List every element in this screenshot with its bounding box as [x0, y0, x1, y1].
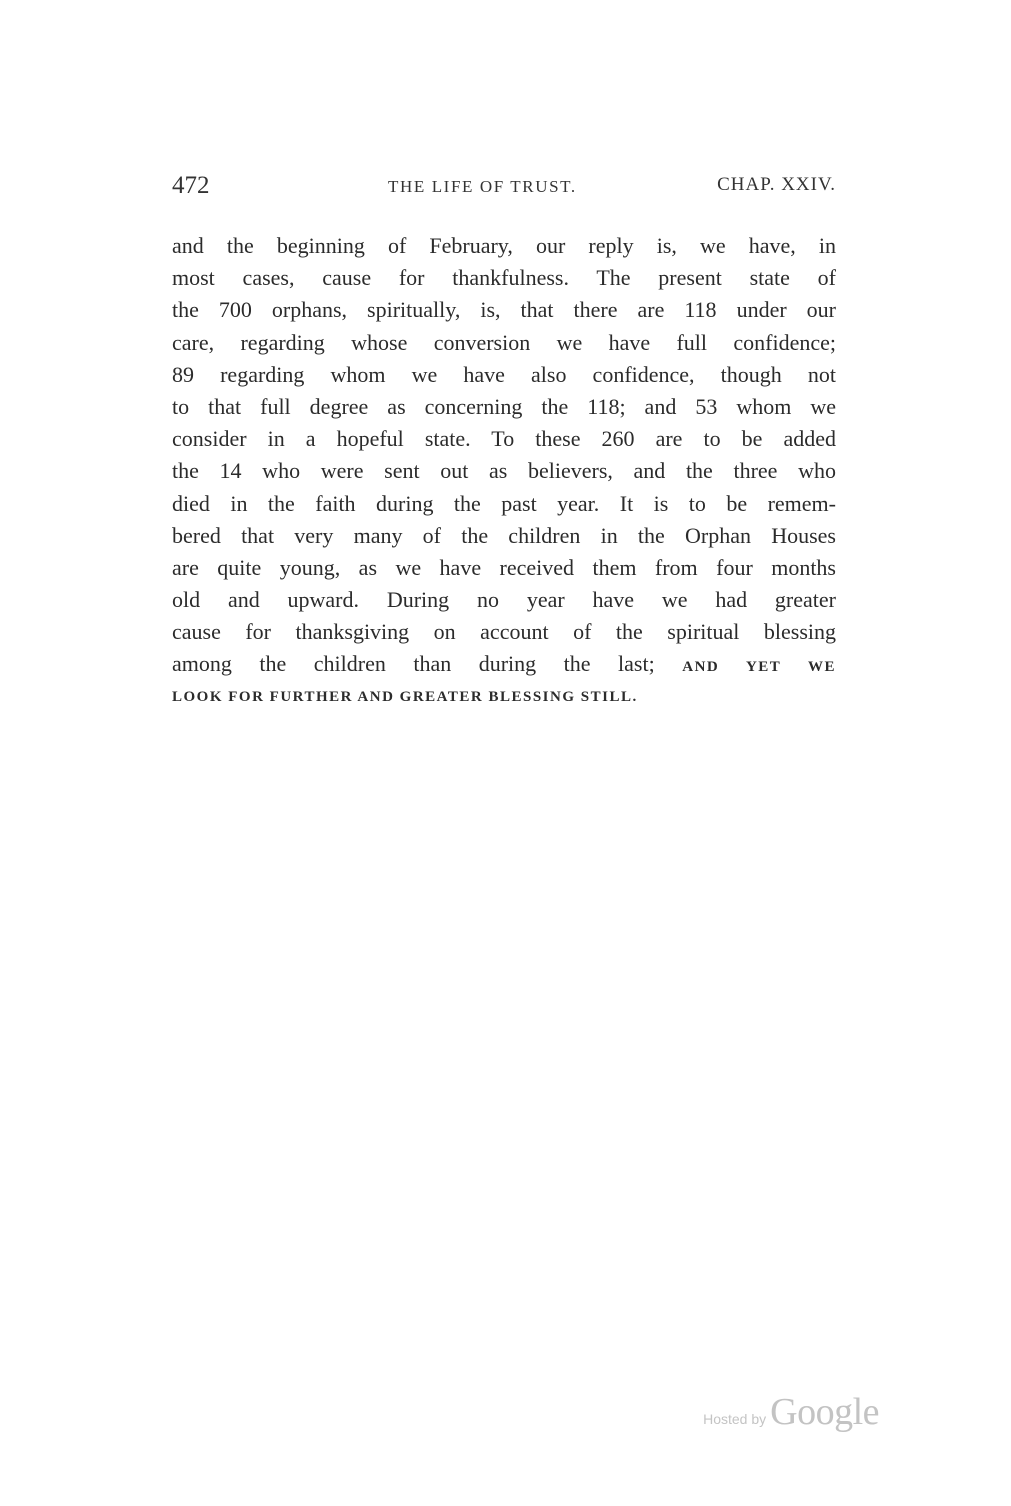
text-line: are quite young, as we have received them from four months [172, 554, 836, 580]
text-line: the 700 orphans, spiritually, is, that there are 118 under our [172, 297, 836, 323]
google-watermark [703, 1390, 879, 1434]
text-line: and the beginning of February, our reply is, we have, in [172, 233, 836, 258]
emphasis-text: AND YET WE [682, 659, 837, 676]
running-title: THE LIFE OF TRUST. [388, 177, 577, 196]
text-line: to that full degree as concerning the 118; and 53 whom we [172, 393, 836, 419]
body-text [172, 230, 836, 713]
page-number: 472 [172, 172, 210, 199]
text-line: bered that very many of the children in the Orphan Houses [172, 522, 836, 548]
chapter-label: CHAP. XXIV. [717, 174, 836, 195]
text-line: the 14 who were sent out as believers, and the three who [172, 458, 836, 484]
text-line: died in the faith during the past year. It is to be remem- [172, 490, 836, 516]
text-line: care, regarding whose conversion we have full confidence; [172, 329, 836, 355]
text-line: cause for thanksgiving on account of the spiritual blessing [172, 619, 836, 645]
closing-emphasis-line: LOOK FOR FURTHER AND GREATER BLESSING STILL. [172, 688, 638, 705]
text-line: 89 regarding whom we have also confidence, though not [172, 361, 836, 387]
google-logo: Google [770, 1391, 879, 1433]
text-line: old and upward. During no year have we had greater [172, 587, 836, 613]
hosted-by-text: Hosted by [703, 1411, 767, 1427]
running-header [172, 172, 836, 202]
line-start: among the children than during the last; [172, 651, 655, 677]
text-line: most cases, cause for thankfulness. The present state of [172, 265, 836, 291]
text-line: consider in a hopeful state. To these 260 are to be added [172, 426, 836, 452]
text-line-with-emphasis [172, 648, 836, 680]
